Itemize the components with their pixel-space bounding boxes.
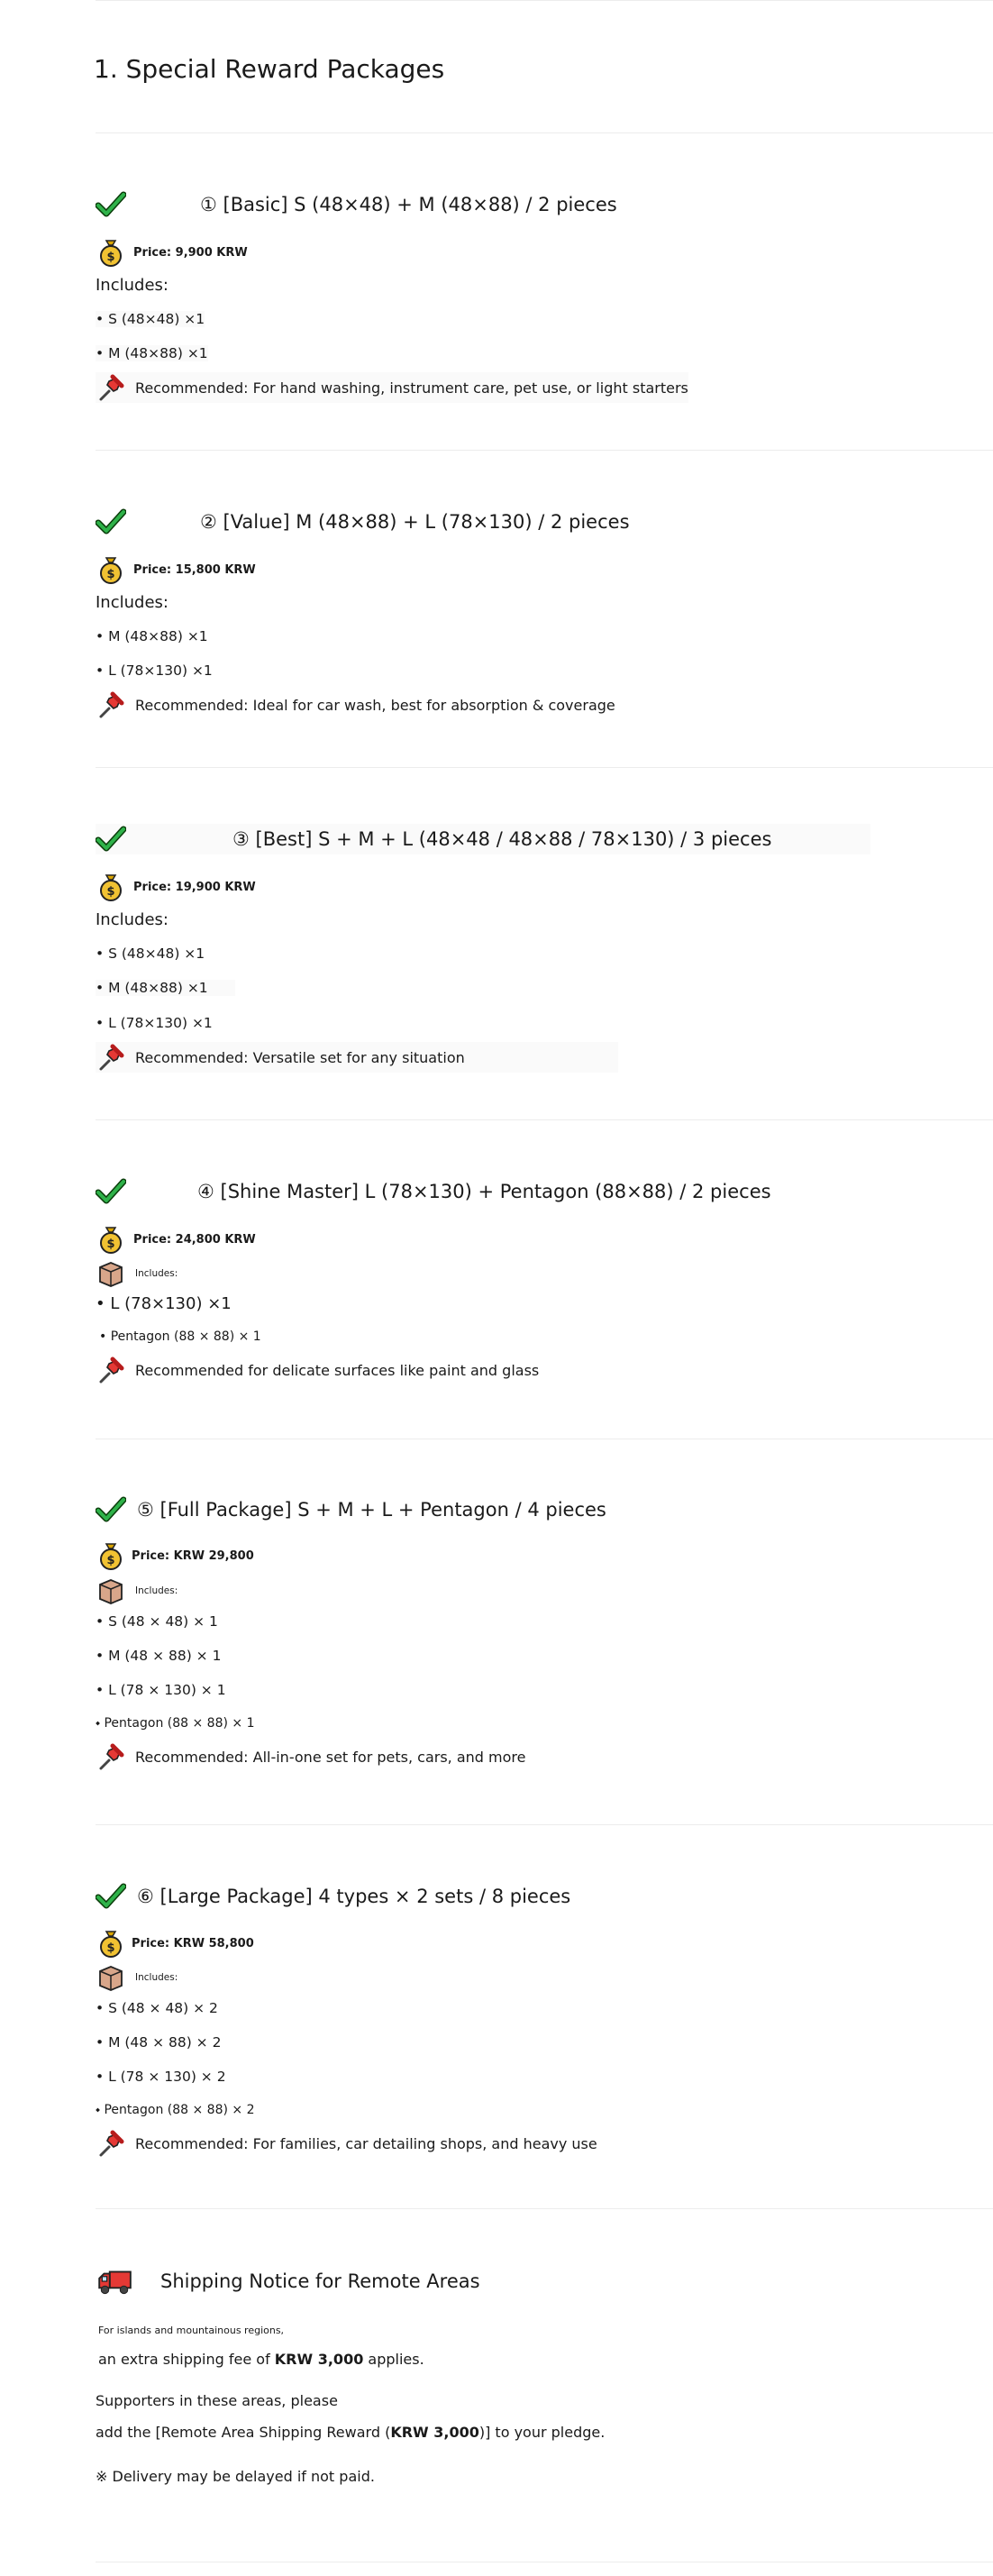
pushpin-icon: [96, 372, 126, 403]
package-recommendation: Recommended: Ideal for car wash, best for absorption & coverage: [135, 696, 615, 714]
top-divider: [96, 0, 993, 1]
check-mark-icon: [96, 824, 126, 854]
list-item: • L (78×130) ×1: [96, 1015, 213, 1031]
package-heading: ④ [Shine Master] L (78×130) + Pentagon (88×88) / 2 pieces: [197, 1181, 771, 1202]
pushpin-icon: [96, 690, 126, 720]
add-reward-amount: KRW 3,000: [390, 2424, 479, 2441]
package-box-icon: [96, 1962, 126, 1993]
list-item: • M (48 × 88) × 1: [96, 1648, 222, 1664]
list-item: ⬩ Pentagon (88 × 88) × 2: [96, 2103, 255, 2117]
svg-text:$: $: [106, 1238, 115, 1251]
package-recommendation: Recommended for delicate surfaces like paint and glass: [135, 1361, 540, 1379]
supporters-line: Supporters in these areas, please: [96, 2392, 338, 2409]
includes-label: Includes:: [135, 1585, 178, 1596]
list-item: • S (48 × 48) × 1: [96, 1613, 218, 1630]
shipping-fee-prefix: an extra shipping fee of: [98, 2351, 275, 2368]
pushpin-icon: [96, 2128, 126, 2159]
includes-label: Includes:: [96, 593, 169, 612]
section-divider: [96, 1119, 993, 1120]
page-title: 1. Special Reward Packages: [94, 54, 445, 84]
includes-label: Includes:: [135, 1268, 178, 1279]
package-heading: ① [Basic] S (48×48) + M (48×88) / 2 pieces: [200, 194, 617, 215]
list-item: • Pentagon (88 × 88) × 1: [99, 1329, 261, 1344]
check-mark-icon: [96, 189, 126, 220]
add-reward-line: [96, 2424, 605, 2441]
money-bag-icon: [96, 237, 126, 268]
list-item: • M (48×88) ×1: [96, 345, 208, 361]
list-item: • M (48×88) ×1: [96, 980, 208, 996]
package-price: Price: 24,800 KRW: [133, 1232, 256, 1247]
svg-text:$: $: [106, 1941, 115, 1955]
svg-text:$: $: [106, 251, 115, 264]
svg-text:$: $: [106, 568, 115, 581]
package-price: Price: KRW 29,800: [132, 1548, 254, 1563]
package-price: Price: KRW 58,800: [132, 1936, 254, 1950]
package-heading: ⑤ [Full Package] S + M + L + Pentagon / 4 pieces: [137, 1499, 606, 1521]
package-recommendation: Recommended: All-in-one set for pets, cars, and more: [135, 1748, 526, 1766]
money-bag-icon: [96, 1928, 126, 1959]
shipping-fee-suffix: applies.: [363, 2351, 424, 2368]
add-reward-suffix: )] to your pledge.: [478, 2424, 606, 2441]
list-item: • S (48 × 48) × 2: [96, 2000, 218, 2016]
delivery-delay-note: ※ Delivery may be delayed if not paid.: [96, 2468, 375, 2485]
includes-label: Includes:: [135, 1972, 178, 1983]
section-divider: [96, 450, 993, 451]
package-price: Price: 19,900 KRW: [133, 880, 256, 894]
section-divider: [96, 1824, 993, 1825]
list-item: • S (48×48) ×1: [96, 311, 205, 327]
package-recommendation: Recommended: For hand washing, instrument care, pet use, or light starters: [135, 379, 688, 397]
package-recommendation: Recommended: For families, car detailing shops, and heavy use: [135, 2134, 597, 2152]
svg-text:$: $: [106, 885, 115, 899]
list-item: • L (78×130) ×1: [96, 1294, 232, 1313]
package-price: Price: 9,900 KRW: [133, 245, 248, 260]
list-item: • M (48×88) ×1: [96, 628, 208, 644]
svg-text:$: $: [106, 1554, 115, 1567]
check-mark-icon: [96, 1176, 126, 1207]
money-bag-icon: [96, 554, 126, 585]
package-box-icon: [96, 1576, 126, 1606]
section-divider: [96, 767, 993, 768]
section-divider: [96, 2208, 993, 2209]
delivery-truck-icon: [96, 2265, 133, 2297]
package-price: Price: 15,800 KRW: [133, 562, 256, 577]
list-item: • L (78 × 130) × 1: [96, 1682, 226, 1698]
includes-label: Includes:: [96, 910, 169, 929]
section-divider: [96, 132, 993, 133]
shipping-heading: Shipping Notice for Remote Areas: [160, 2270, 480, 2292]
package-recommendation: Recommended: Versatile set for any situation: [135, 1048, 465, 1066]
package-heading: ⑥ [Large Package] 4 types × 2 sets / 8 pieces: [137, 1886, 571, 1907]
pushpin-icon: [96, 1042, 126, 1073]
pushpin-icon: [96, 1741, 126, 1772]
list-item: • L (78×130) ×1: [96, 662, 213, 679]
package-heading: ② [Value] M (48×88) + L (78×130) / 2 pieces: [200, 511, 630, 533]
package-heading: ③ [Best] S + M + L (48×48 / 48×88 / 78×130) / 3 pieces: [232, 828, 772, 850]
money-bag-icon: [96, 872, 126, 902]
shipping-region-note: For islands and mountainous regions,: [98, 2325, 285, 2336]
includes-label: Includes:: [96, 276, 169, 295]
list-item: • L (78 × 130) × 2: [96, 2069, 226, 2085]
shipping-fee-amount: KRW 3,000: [274, 2351, 364, 2368]
list-item: ⬩ Pentagon (88 × 88) × 1: [96, 1716, 255, 1731]
list-item: • S (48×48) ×1: [96, 945, 205, 962]
check-mark-icon: [96, 1881, 126, 1912]
check-mark-icon: [96, 507, 126, 537]
package-box-icon: [96, 1258, 126, 1289]
check-mark-icon: [96, 1494, 126, 1525]
add-reward-prefix: add the [Remote Area Shipping Reward (: [96, 2424, 391, 2441]
money-bag-icon: [96, 1224, 126, 1255]
money-bag-icon: [96, 1540, 126, 1571]
shipping-fee-line: [98, 2351, 424, 2368]
list-item: • M (48 × 88) × 2: [96, 2034, 222, 2051]
pushpin-icon: [96, 1355, 126, 1385]
